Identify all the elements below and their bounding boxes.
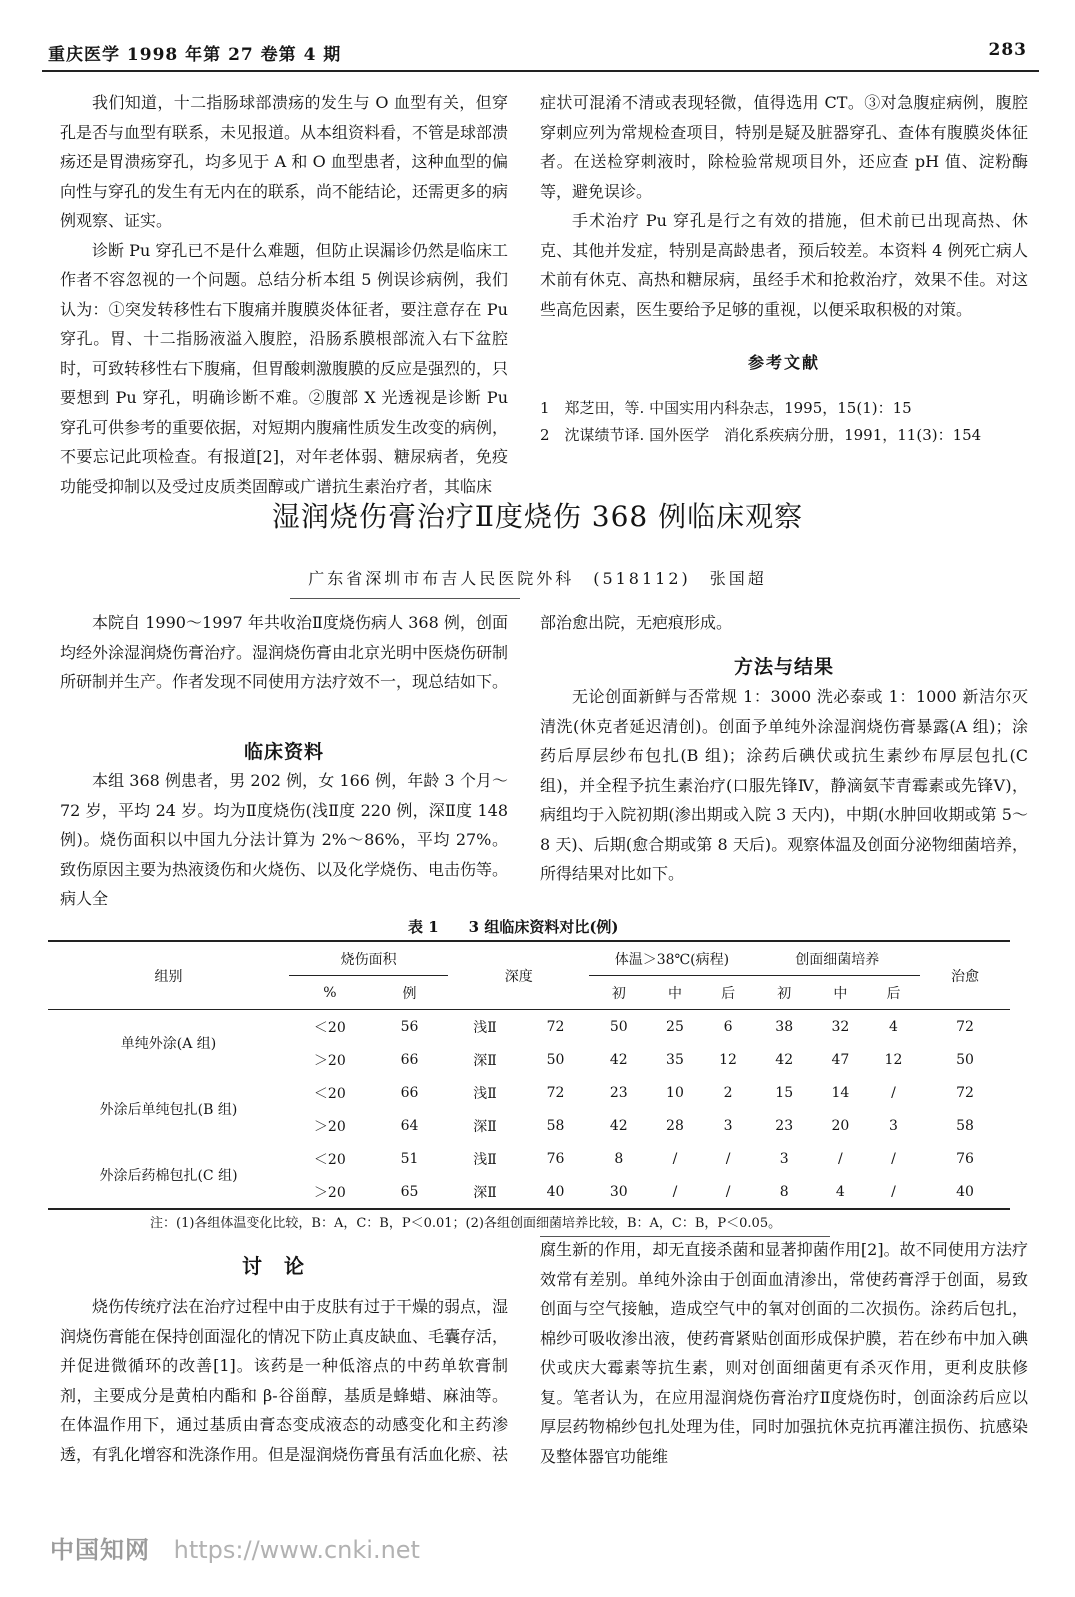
cnki-url: https://www.cnki.net [173,1536,420,1564]
table-cell: 3 [889,1117,898,1134]
table-cell: 47 [831,1051,850,1068]
header-cases: 例 [371,976,449,1010]
table-cell: 35 [666,1051,684,1068]
table-note: 注：(1)各组体温变化比较，B：A，C：B，P＜0.01；(2)各组创面细菌培养比较，B：A，C：B，P＜0.05。 [150,1216,782,1231]
table-cell: 72 [956,1018,974,1035]
table-cell: / [891,1150,896,1167]
article-byline: 广东省深圳市布吉人民医院外科 (518112) 张国超 [308,569,767,588]
article-title: 湿润烧伤膏治疗Ⅱ度烧伤 368 例临床观察 [271,500,804,533]
table-cell: / [725,1150,731,1167]
header-bact-late: 后 [867,976,920,1010]
table-cell: 65 [400,1183,419,1200]
paragraph: 无论创面新鲜与否常规 1：3000 洗必泰或 1：1000 新洁尔灭清洗(休克者延迟清创)。创面予单纯外涂湿润烧伤膏暴露(A 组)；涂药后厚层纱布包扎(B 组)；涂药后碘伏或抗生素纱布厚层包扎(C 组)，并全程予抗生素治疗(口服先锋Ⅳ，静滴氨苄青霉素或先锋Ⅴ)，病组均于入院初期(渗出期或入院 3 天内)，中期(水肿回收期或第 5～8 天)、后期(愈合期或第 8 天后)。观察体温及创面分泌物细菌培养，所得结果对比如下。 [540,687,1028,883]
table-cell: 8 [779,1183,789,1200]
prev-article-left-column [60,88,508,501]
discussion-left [60,1292,508,1469]
table-cell: 12 [884,1051,903,1068]
table-cell: 2 [723,1084,733,1101]
table-cell: 38 [775,1018,794,1035]
paragraph: 我们知道，十二指肠球部溃疡的发生与 O 血型有关，但穿孔是否与血型有联系，未见报道。从本组资料看，不管是球部溃疡还是胃溃疡穿孔，均多见于 A 和 O 血型患者，这种血型的偏向性与穿孔的发生有无内在的联系，尚不能结论，还需更多的病例观察、证实。 [60,93,509,230]
table-cell: 14 [831,1084,850,1101]
table-header-row [48,941,1010,976]
table-cell: 42 [775,1051,794,1068]
table-cell: 23 [775,1117,794,1134]
header-area: 烧伤面积 [289,941,448,976]
table-cell: 66 [400,1084,419,1101]
paragraph: 手术治疗 Pu 穿孔是行之有效的措施，但术前已出现高热、休克、其他并发症，特别是高龄患者，预后较差。本资料 4 例死亡病人术前有休克、高热和糖尿病，虽经手术和抢救治疗，效果不佳。对这些高危因素，医生要给予足够的重视，以便采取积极的对策。 [540,211,1028,319]
table-cell: 64 [400,1117,419,1134]
header-bact-early: 初 [755,976,814,1010]
table-cell: 50 [956,1051,974,1068]
table-cell: 25 [666,1018,684,1035]
table-cell: 20 [831,1117,850,1134]
table-cell: ＞20 [313,1184,346,1201]
header-group: 组别 [48,941,289,1010]
table-cell: 23 [609,1084,628,1101]
discussion-right [540,1235,1028,1471]
table-cell: 4 [835,1183,845,1200]
table-cell: 12 [719,1051,737,1068]
header-temp-mid: 中 [648,976,701,1010]
table-cell: / [672,1150,678,1167]
table-cell: 42 [609,1117,628,1134]
table-cell: 深Ⅱ [473,1118,497,1135]
table-cell: ＜20 [313,1085,346,1102]
table-cell: 深Ⅱ [473,1184,497,1201]
table-cell: 40 [956,1183,974,1200]
section-title-methods: 方法与结果 [733,656,834,678]
paragraph: 本组 368 例患者，男 202 例，女 166 例，年龄 3 个月～72 岁，平均 24 岁。均为Ⅱ度烧伤(浅Ⅱ度 220 例，深Ⅱ度 148 例)。烧伤面积以中国九分法计算为 2%～86%，平均 27%。致伤原因主要为热液烫伤和火烧伤、以及化学烧伤、电击伤等。病人全 [60,771,509,908]
table-row [48,1076,1010,1109]
table-cell: 40 [546,1183,565,1200]
reference-item: 1 郑芝田，等. 中国实用内科杂志，1995，15(1)：15 [540,399,912,417]
table-cell: 76 [956,1150,974,1167]
table-cell: 42 [609,1051,628,1068]
table-cell: 10 [666,1084,684,1101]
section-title-discussion: 讨论 [242,1254,326,1278]
header-bacteria: 创面细菌培养 [755,941,920,976]
table-cell: 4 [889,1018,898,1035]
header-rule [42,70,1039,72]
prev-article-right-column [540,88,1028,324]
table-cell: 56 [400,1018,419,1035]
table-cell: / [891,1084,896,1101]
table-cell: / [725,1183,731,1200]
paragraph: 症状可混淆不清或表现轻微，值得选用 CT。③对急腹症病例，腹腔穿刺应列为常规检查项目，特别是疑及脏器穿孔、查体有腹膜炎体征者。在送检穿刺液时，除检验常规项目外，还应查 pH 值、淀粉酶等，避免误诊。 [540,93,1028,201]
table-cell: 50 [609,1018,628,1035]
table-cell: 58 [956,1117,974,1134]
table-cell: 3 [723,1117,733,1134]
header-temp-early: 初 [589,976,648,1010]
table-cell: 66 [400,1051,419,1068]
paragraph: 诊断 Pu 穿孔已不是什么难题，但防止误漏诊仍然是临床工作者不容忽视的一个问题。总结分析本组 5 例误诊病例，我们认为：①突发转移性右下腹痛并腹膜炎体征者，要注意存在 Pu 穿孔。胃、十二指肠液溢入腹腔，沿肠系膜根部流入右下盆腔时，可致转移性右下腹痛，但胃酸刺激腹膜的反应是强烈的，只要想到 Pu 穿孔，明确诊断不难。②腹部 X 光透视是诊断 Pu 穿孔可供参考的重要依据，对短期内腹痛性质发生改变的病例，不要忘记此项检查。有报道[2]，对年老体弱、糖尿病者，免疫功能受抑制以及受过皮质类固醇或广谱抗生素治疗者，其临床 [60,240,509,496]
header-temp-late: 后 [702,976,755,1010]
data-table [48,940,1010,1210]
header-percent: % [289,976,371,1010]
paragraph: 本院自 1990～1997 年共收治Ⅱ度烧伤病人 368 例，创面均经外涂湿润烧伤膏治疗。湿润烧伤膏由北京光明中医烧伤研制所研制并生产。作者发现不同使用方法疗效不一，现总结如下。 [60,613,509,691]
header-depth: 深度 [448,941,589,1010]
cnki-logo: 中国知网 [50,1536,150,1564]
paragraph: 部治愈出院，无疤痕形成。 [540,613,733,632]
section-title-clinical: 临床资料 [243,741,324,763]
table-caption: 表 1 3 组临床资料对比(例) [408,918,619,936]
group-label: 单纯外涂(A 组) [120,1036,217,1052]
article-intro [60,608,508,697]
clinical-text [60,766,508,914]
table-cell: 浅Ⅱ [473,1151,497,1168]
header-temperature: 体温＞38℃(病程) [589,941,754,976]
cnki-watermark [50,1530,420,1565]
group-label: 外涂后单纯包扎(B 组) [99,1102,238,1118]
journal-header: 重庆医学 1998 年第 27 卷第 4 期 [48,45,342,65]
table-cell: 50 [546,1051,565,1068]
methods-text [540,682,1028,889]
table-cell: 32 [831,1018,850,1035]
table-cell: ＞20 [313,1118,346,1135]
table-cell: 76 [546,1150,565,1167]
clinical-continued [540,608,1028,638]
table-cell: 3 [779,1150,789,1167]
table-row [48,1010,1010,1044]
header-cured: 治愈 [920,941,1010,1010]
header-bact-mid: 中 [814,976,867,1010]
table-cell: / [672,1183,678,1200]
table-cell: 浅Ⅱ [473,1085,497,1102]
byline-rule [290,598,520,599]
table-cell: ＜20 [313,1019,346,1036]
page-number: 283 [988,40,1027,60]
table-cell: ＜20 [313,1151,346,1168]
table-cell: 浅Ⅱ [473,1019,497,1036]
reference-item: 2 沈谋绩节译. 国外医学 消化系疾病分册，1991，11(3)：154 [540,426,982,444]
paragraph: 腐生新的作用，却无直接杀菌和显著抑菌作用[2]。故不同使用方法疗效常有差别。单纯外涂由于创面血清渗出，常使药膏浮于创面，易致创面与空气接触，造成空气中的氧对创面的二次损伤。涂药后包扎，棉纱可吸收渗出液，使药膏紧贴创面形成保护膜，若在纱布中加入碘伏或庆大霉素等抗生素，则对创面细菌更有杀灭作用，更利皮肤修复。笔者认为，在应用湿润烧伤膏治疗Ⅱ度烧伤时，创面涂药后应以厚层药物棉纱包扎处理为佳，同时加强抗休克抗再灌注损伤、抗感染及整体器官功能维 [540,1240,1028,1466]
table-cell: 51 [400,1150,419,1167]
table-cell: 30 [609,1183,628,1200]
table-cell: 72 [546,1084,565,1101]
table-row [48,1142,1010,1175]
table-cell: 6 [723,1018,733,1035]
group-label: 外涂后药棉包扎(C 组) [99,1168,238,1184]
table-cell: 15 [775,1084,794,1101]
table-cell: 8 [614,1150,624,1167]
table-cell: 58 [546,1117,565,1134]
paragraph: 烧伤传统疗法在治疗过程中由于皮肤有过于干燥的弱点，湿润烧伤膏能在保持创面湿化的情况下防止真皮缺血、毛囊存活，并促进微循环的改善[1]。该药是一种低溶点的中药单软膏制剂，主要成分是黄柏内酯和 β-谷甾醇，基质是蜂蜡、麻油等。在体温作用下，通过基质由膏态变成液态的动感变化和主药渗透，有乳化增容和洗涤作用。但是湿润烧伤膏虽有活血化瘀、祛 [60,1297,509,1464]
table-cell: 28 [666,1117,684,1134]
references-title: 参考文献 [747,353,820,372]
table-cell: / [838,1150,843,1167]
table-cell: 72 [956,1084,974,1101]
table-cell: / [891,1183,896,1200]
table-cell: ＞20 [313,1052,346,1069]
table-cell: 深Ⅱ [473,1052,497,1069]
table-cell: 72 [546,1018,565,1035]
